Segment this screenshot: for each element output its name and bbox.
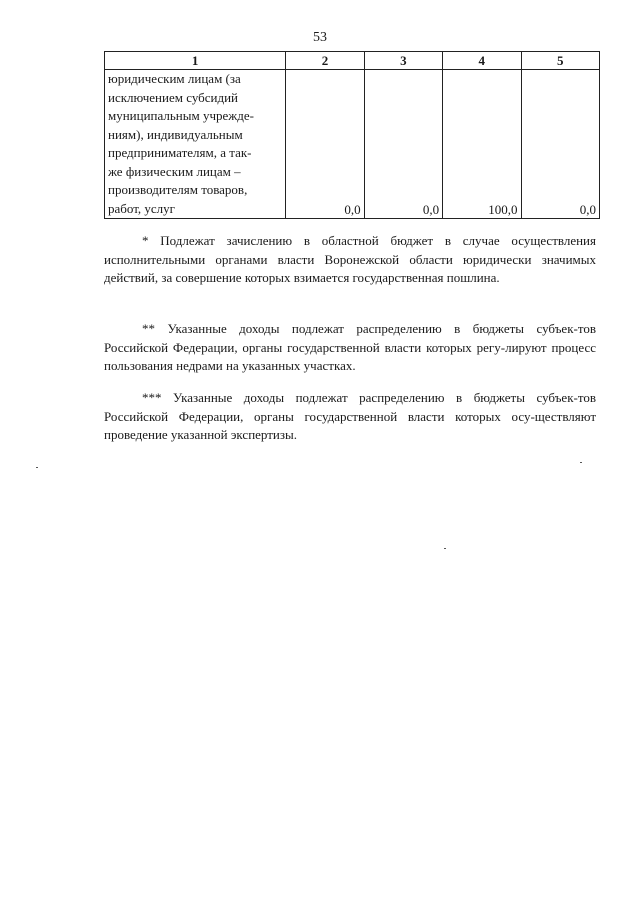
value-col-4: 100,0 (443, 70, 521, 219)
value-col-5: 0,0 (521, 70, 599, 219)
description-line: предпринимателям, а так- (108, 145, 252, 160)
description-line: муниципальным учрежде- (108, 108, 254, 123)
scan-speck (444, 548, 446, 549)
description-line: работ, услуг (108, 200, 176, 216)
description-line: исключением субсидий (108, 89, 239, 105)
row-description (105, 70, 286, 219)
header-col-5: 5 (521, 52, 599, 70)
header-col-2: 2 (286, 52, 364, 70)
value-col-3: 0,0 (364, 70, 442, 219)
footnote-triple-asterisk: *** Указанные доходы подлежат распределению в бюджеты субъек-тов Российской Федерации, органы государственной власти которых осу-ществляют проведение указанной экспертизы. (104, 390, 596, 442)
table-row (105, 70, 600, 219)
page-number: 53 (313, 30, 327, 45)
value-col-2: 0,0 (286, 70, 364, 219)
header-col-4: 4 (443, 52, 521, 70)
footnote-double-asterisk: ** Указанные доходы подлежат распределению в бюджеты субъек-тов Российской Федерации, органы государственной власти которых регу-лируют процесс пользования недрами на указанных участках. (104, 321, 596, 373)
description-line: ниям), индивидуальным (108, 126, 243, 142)
table-header-row (105, 52, 600, 70)
header-col-1: 1 (105, 52, 286, 70)
footnote-single-asterisk: * Подлежат зачислению в областной бюджет в случае осуществления исполнительными органами власти Воронежской области юридически значимых действий, за совершение которых взимается государственная пошлина. (104, 233, 596, 285)
scan-speck (580, 462, 582, 463)
description-line: юридическим лицам (за (108, 71, 241, 86)
description-line: же физическим лицам – (108, 163, 241, 179)
description-line: производителям товаров, (108, 182, 248, 197)
header-col-3: 3 (364, 52, 442, 70)
budget-table (104, 51, 600, 219)
scan-speck (36, 467, 38, 468)
